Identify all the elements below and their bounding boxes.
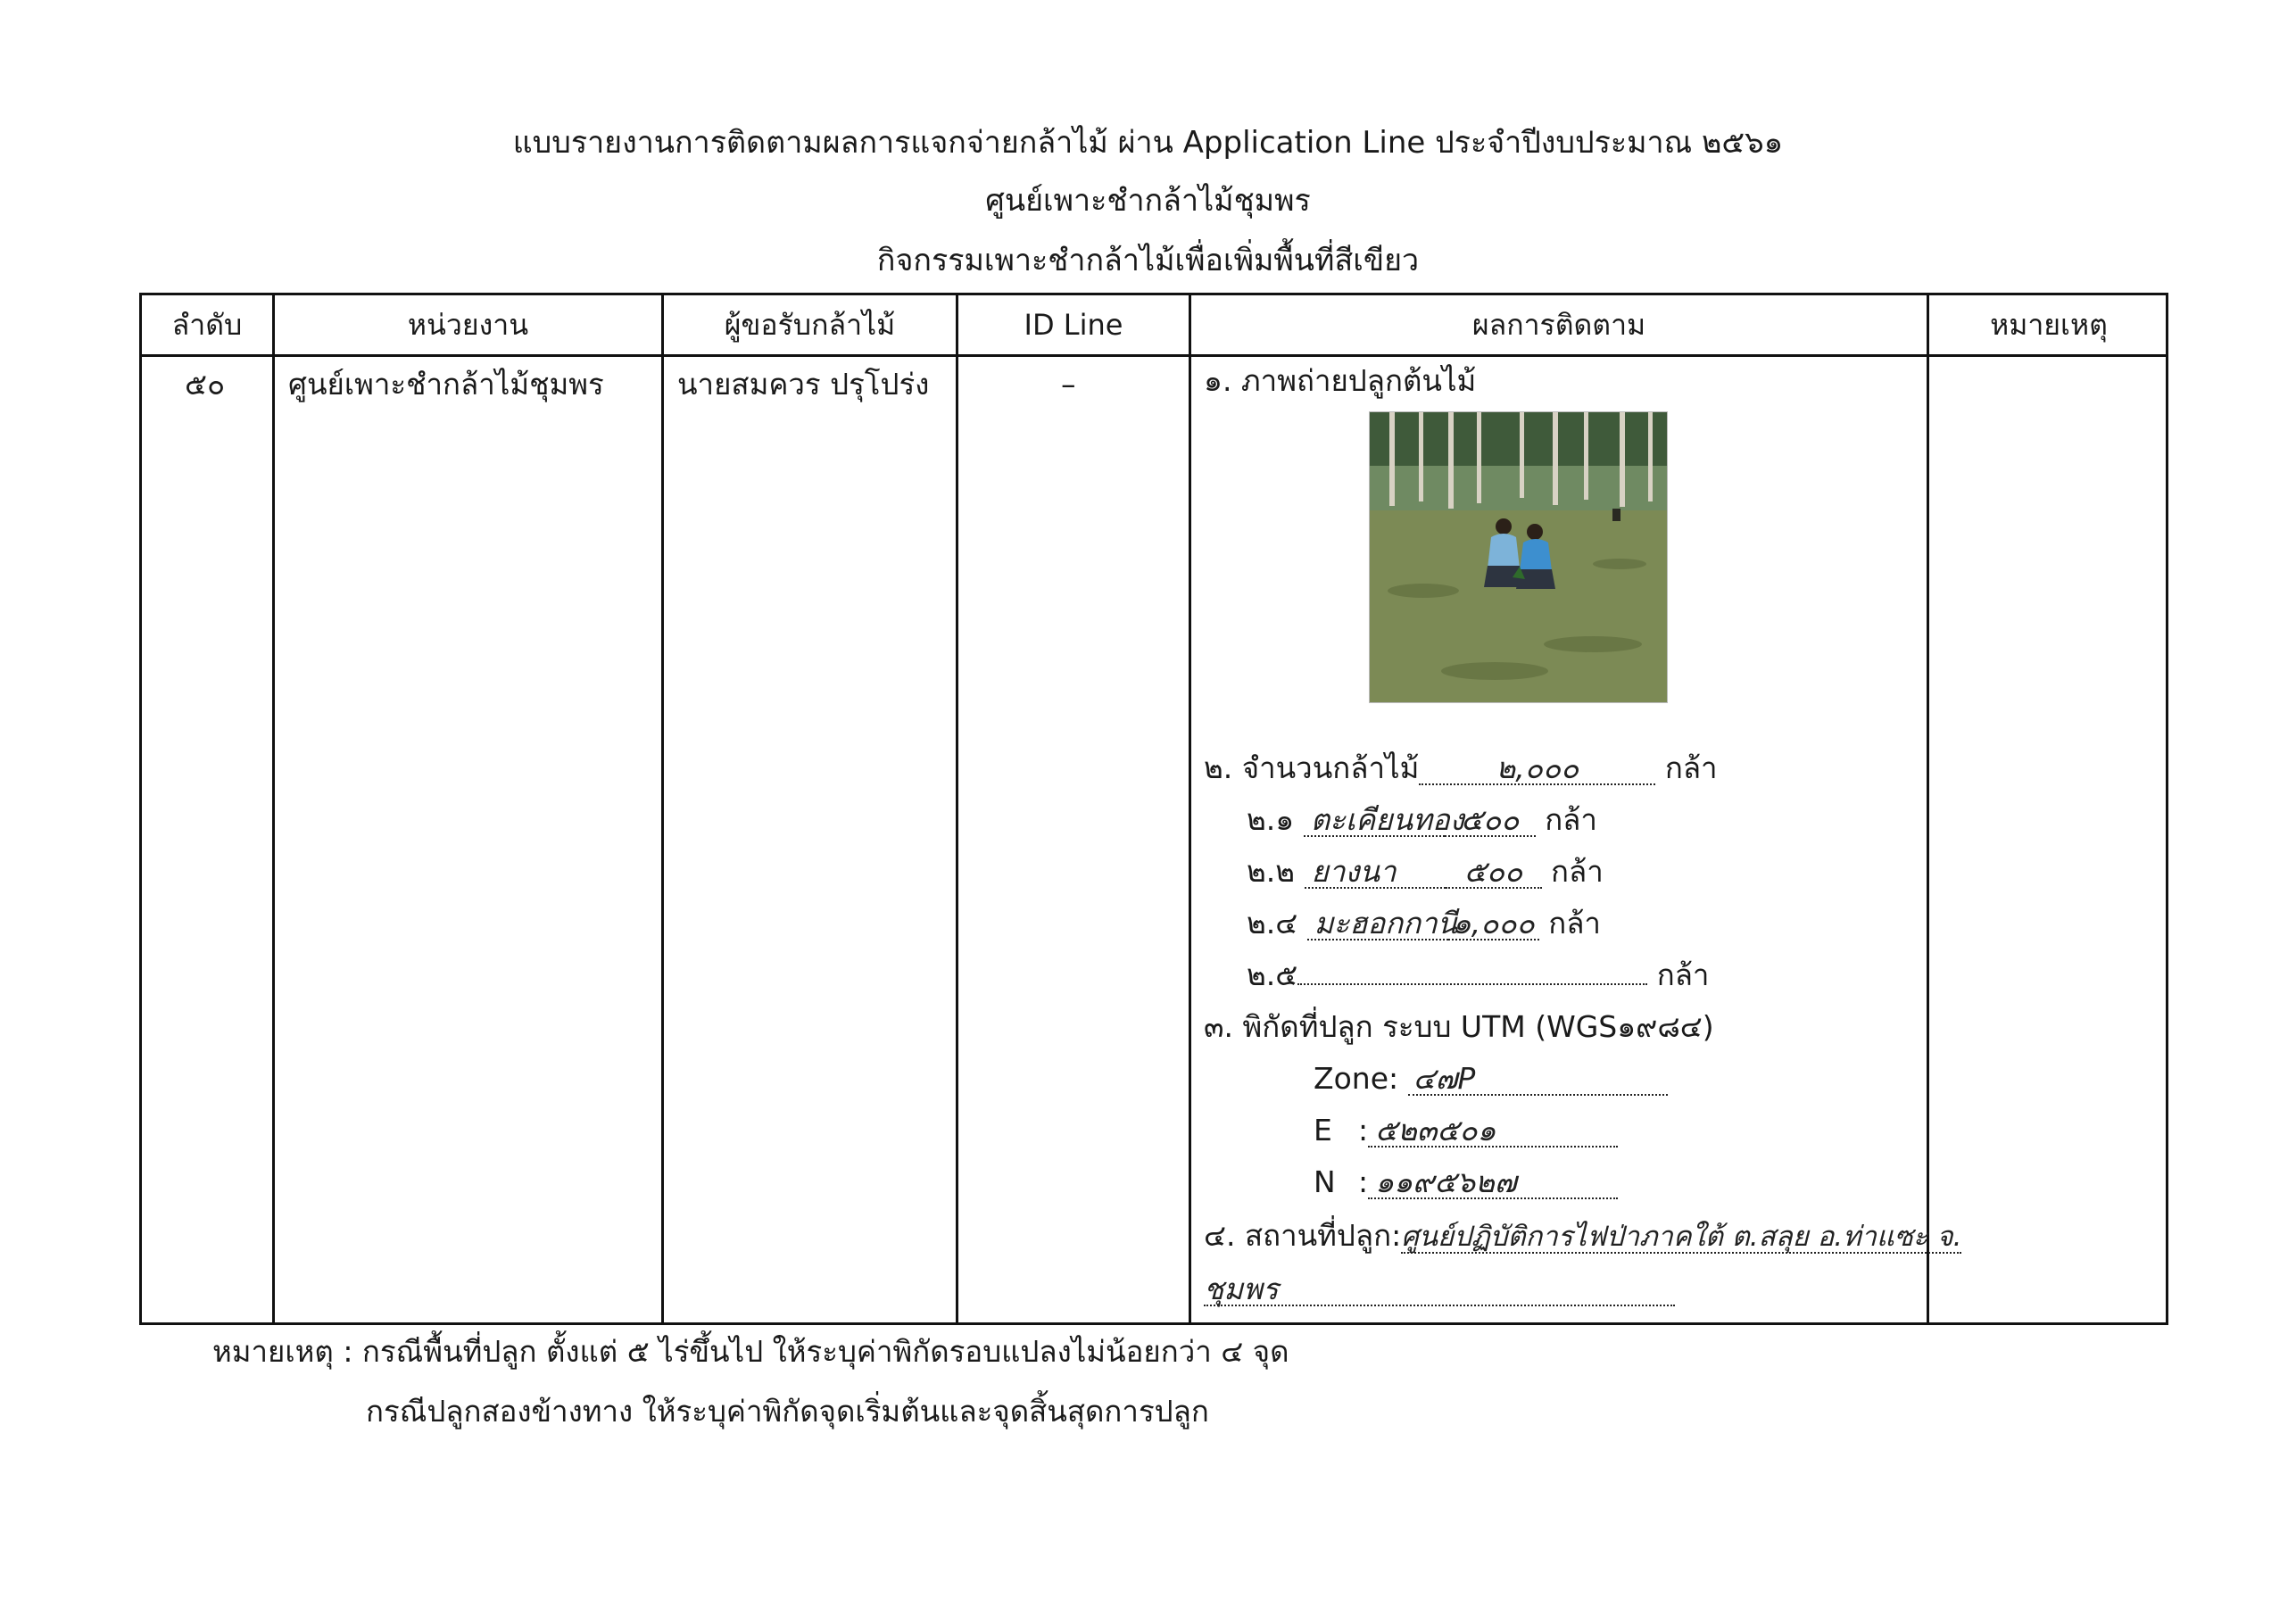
unit-label: กล้า (1551, 854, 1604, 889)
location-label: ๔. สถานที่ปลูก: (1204, 1218, 1402, 1253)
seedling-total-label: ๒. จำนวนกล้าไม้ (1204, 750, 1420, 785)
species-name: ตะเคียนทอง (1304, 805, 1445, 837)
easting-label: E (1314, 1113, 1332, 1148)
northing-row (1314, 1164, 1618, 1200)
unit-label: กล้า (1545, 802, 1597, 837)
species-row (1247, 906, 1601, 941)
id-line-cell: – (1061, 367, 1076, 402)
header-agency: หน่วยงาน (407, 307, 529, 342)
species-name (1297, 983, 1647, 985)
location-row (1204, 1218, 1961, 1254)
header-followup: ผลการติดตาม (1471, 307, 1646, 342)
northing-label: N (1314, 1164, 1336, 1199)
column-divider (1189, 295, 1191, 1322)
zone-row (1314, 1061, 1668, 1097)
column-divider (1927, 295, 1929, 1322)
planting-photo (1369, 411, 1668, 703)
seedling-total-value: ๒,๐๐๐ (1419, 753, 1655, 785)
easting-row (1314, 1113, 1618, 1148)
species-quantity: ๕๐๐ (1445, 805, 1536, 837)
center-name: ศูนย์เพาะชำกล้าไม้ชุมพร (985, 183, 1311, 219)
coordinate-label: ๓. พิกัดที่ปลูก ระบบ UTM (WGS๑๙๘๔) (1204, 1009, 1714, 1044)
note-line-2: กรณีปลูกสองข้างทาง ให้ระบุค่าพิกัดจุดเริ่มต้นและจุดสิ้นสุดการปลูก (366, 1394, 1209, 1429)
column-divider (272, 295, 275, 1322)
zone-value: ๔๗P (1408, 1064, 1668, 1096)
agency-cell: ศูนย์เพาะชำกล้าไม้ชุมพร (288, 367, 604, 402)
header-recipient: ผู้ขอรับกล้าไม้ (724, 307, 896, 342)
planting-photo-image (1370, 412, 1667, 702)
location-row-cont (1204, 1272, 1675, 1307)
photo-label: ๑. ภาพถ่ายปลูกต้นไม้ (1204, 363, 1477, 398)
column-divider (956, 295, 958, 1322)
species-number: ๒.๒ (1247, 854, 1295, 889)
species-row (1247, 802, 1597, 838)
header-remark: หมายเหตุ (1990, 307, 2108, 342)
activity-name: กิจกรรมเพาะชำกล้าไม้เพื่อเพิ่มพื้นที่สีเขียว (876, 243, 1420, 278)
seedling-total-row (1204, 750, 1718, 786)
species-number: ๒.๔ (1247, 906, 1298, 940)
species-row (1247, 957, 1709, 993)
species-quantity: ๑,๐๐๐ (1448, 908, 1539, 940)
recipient-cell: นายสมควร ปรุโปร่ง (677, 367, 930, 402)
header-no: ลำดับ (171, 307, 243, 342)
species-row (1247, 854, 1604, 890)
report-table (139, 293, 2168, 1325)
unit-label: กล้า (1548, 906, 1601, 940)
location-value-cont: ชุมพร (1204, 1274, 1675, 1306)
northing-colon: : (1358, 1164, 1369, 1199)
species-name: ยางนา (1305, 857, 1446, 889)
species-name: มะฮอกกานี (1307, 908, 1448, 940)
species-number: ๒.๑ (1247, 802, 1295, 837)
header-id-line: ID Line (1024, 308, 1123, 342)
easting-value: ๕๒๓๕๐๑ (1368, 1115, 1618, 1148)
easting-colon: : (1358, 1113, 1369, 1148)
zone-label: Zone: (1314, 1061, 1399, 1096)
header-divider (142, 354, 2166, 357)
row-number: ๕๐ (185, 367, 226, 402)
unit-label: กล้า (1664, 750, 1718, 785)
northing-value: ๑๑๙๕๖๒๗ (1368, 1167, 1618, 1199)
unit-label: กล้า (1656, 957, 1710, 992)
column-divider (661, 295, 664, 1322)
species-number: ๒.๕ (1247, 957, 1298, 992)
location-value: ศูนย์ปฏิบัติการไฟป่าภาคใต้ ต.สลุย อ.ท่าแซะ จ. (1401, 1221, 1962, 1253)
species-quantity: ๕๐๐ (1446, 857, 1542, 889)
note-line-1: หมายเหตุ : กรณีพื้นที่ปลูก ตั้งแต่ ๕ ไร่ขึ้นไป ให้ระบุค่าพิกัดรอบแปลงไม่น้อยกว่า ๔ จุด (212, 1334, 1289, 1369)
report-title: แบบรายงานการติดตามผลการแจกจ่ายกล้าไม้ ผ่าน Application Line ประจำปีงบประมาณ ๒๕๖๑ (512, 125, 1784, 161)
